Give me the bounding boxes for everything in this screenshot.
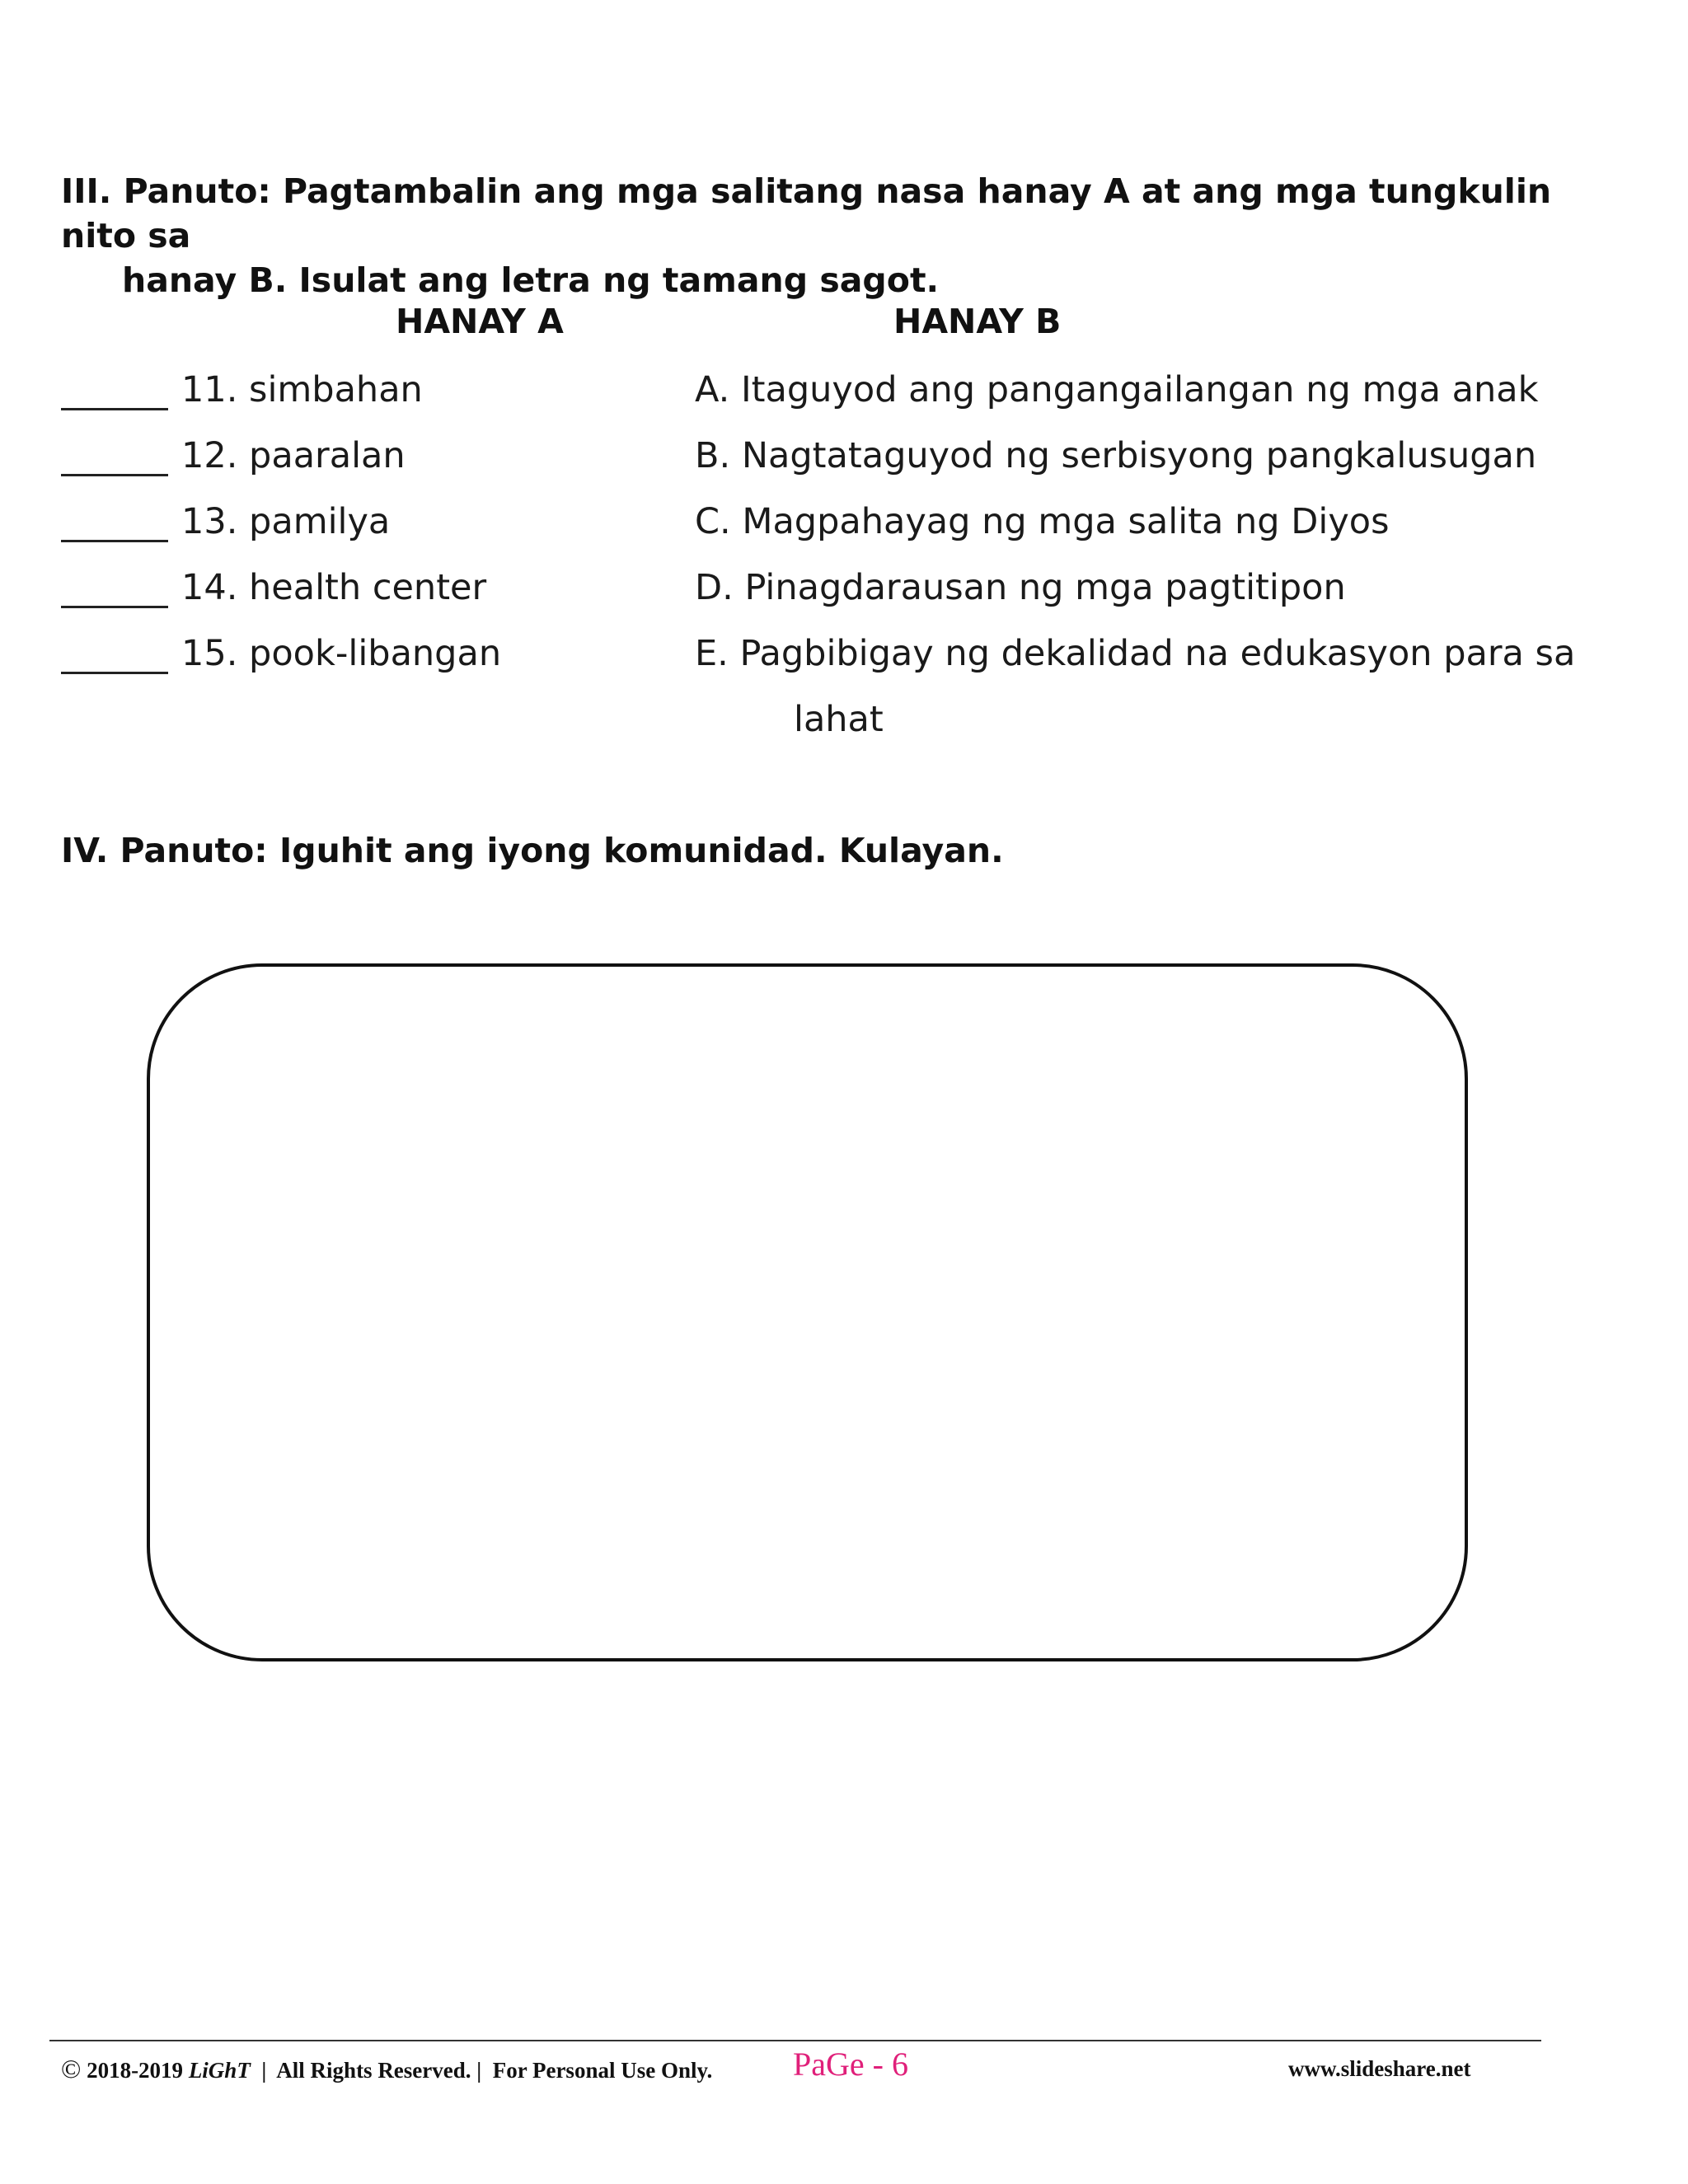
hanay-a-item: 11. simbahan (181, 369, 423, 410)
answer-blank[interactable] (61, 540, 168, 542)
hanay-b-item: E. Pagbibigay ng dekalidad na edukasyon para sa (695, 633, 1576, 674)
hanay-b-item-continuation: lahat (794, 699, 884, 740)
footer-rights: All Rights Reserved. (276, 2058, 471, 2083)
hanay-a-item: 12. paaralan (181, 435, 406, 476)
footer-copyright (61, 2052, 712, 2087)
answer-blank[interactable] (61, 606, 168, 608)
section-3-instruction (61, 169, 1586, 302)
answer-blank[interactable] (61, 474, 168, 476)
section-4-instruction: IV. Panuto: Iguhit ang iyong komunidad. Kulayan. (61, 831, 1004, 870)
page-number: PaGe - 6 (793, 2046, 908, 2083)
hanay-b-heading: HANAY B (893, 302, 1062, 341)
hanay-b-item: B. Nagtataguyod ng serbisyong pangkalusugan (695, 435, 1537, 476)
footer-brand: LiGhT (188, 2058, 251, 2083)
hanay-a-item: 13. pamilya (181, 501, 391, 542)
footer-divider (49, 2040, 1541, 2041)
drawing-box[interactable] (147, 963, 1468, 1661)
instruction-line-2: hanay B. Isulat ang letra ng tamang sagot. (122, 260, 940, 300)
answer-blank[interactable] (61, 672, 168, 674)
answer-blank[interactable] (61, 408, 168, 410)
hanay-b-item: D. Pinagdarausan ng mga pagtitipon (695, 567, 1346, 608)
footer-separator: | (476, 2058, 482, 2083)
copyright-icon: © (61, 2054, 82, 2083)
footer-years: 2018-2019 (87, 2058, 184, 2083)
hanay-a-item: 15. pook-libangan (181, 633, 502, 674)
hanay-a-item: 14. health center (181, 567, 487, 608)
hanay-a-heading: HANAY A (396, 302, 564, 341)
hanay-b-item: C. Magpahayag ng mga salita ng Diyos (695, 501, 1390, 542)
footer-separator: | (261, 2058, 267, 2083)
footer-website: www.slideshare.net (1288, 2056, 1471, 2081)
footer-personal-use: For Personal Use Only. (492, 2058, 713, 2083)
hanay-b-item: A. Itaguyod ang pangangailangan ng mga anak (695, 369, 1539, 410)
instruction-line-1: III. Panuto: Pagtambalin ang mga salitang nasa hanay A at ang mga tungkulin nito sa (61, 171, 1552, 255)
